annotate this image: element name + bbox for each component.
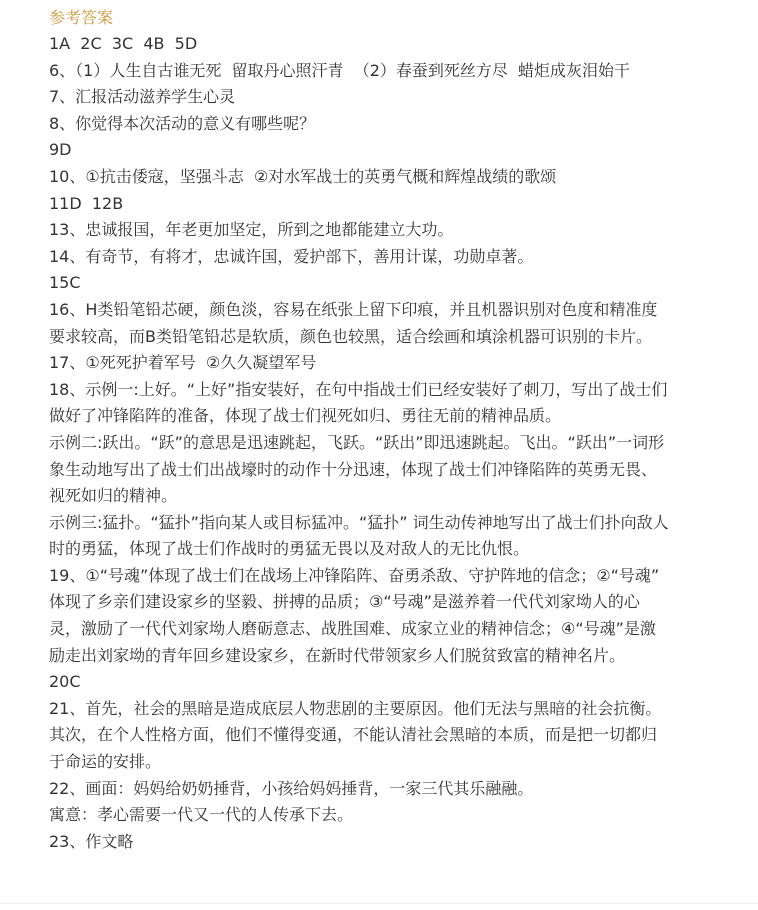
answer-document — [49, 5, 749, 855]
answer-line: 寓意：孝心需要一代又一代的人传承下去。 — [49, 805, 354, 825]
answer-line: 18、示例一:上好。“上好”指安装好，在句中指战士们已经安装好了刺刀，写出了战士们 — [49, 379, 668, 399]
answer-heading: 参考答案 — [49, 8, 114, 27]
answer-line: 1A 2C 3C 4B 5D — [49, 34, 198, 53]
answer-line: 示例三:猛扑。“猛扑”指向某人或目标猛冲。“猛扑” 词生动传神地写出了战士们扑向敌人 — [49, 512, 669, 532]
answer-line: 16、H类铅笔铅芯硬，颜色淡，容易在纸张上留下印痕，并且机器识别对色度和精准度 — [49, 299, 658, 319]
answer-line: 示例二:跃出。“跃”的意思是迅速跳起，飞跃。“跃出”即迅速跳起。飞出。“跃出”一词形 — [49, 432, 665, 452]
bottom-divider — [0, 903, 758, 904]
answer-line: 21、首先，社会的黑暗是造成底层人物悲剧的主要原因。他们无法与黑暗的社会抗衡。 — [49, 698, 662, 718]
answer-line: 11D 12B — [49, 193, 124, 213]
answer-line: 23、作文略 — [49, 831, 134, 851]
answer-line: 9D — [49, 140, 72, 160]
answer-line: 其次，在个人性格方面，他们不懂得变通，不能认清社会黑暗的本质，而是把一切都归 — [49, 725, 658, 745]
answer-line: 6、（1）人生自古谁无死 留取丹心照汗青 （2）春蚕到死丝方尽 蜡炬成灰泪始干 — [49, 60, 631, 80]
answer-line: 7、汇报活动滋养学生心灵 — [49, 87, 236, 107]
answer-line: 17、①死死护着军号 ②久久凝望军号 — [49, 353, 317, 373]
answer-line: 22、画面：妈妈给奶奶捶背，小孩给妈妈捶背，一家三代其乐融融。 — [49, 778, 534, 798]
answer-line: 象生动地写出了战士们出战壕时的动作十分迅速，体现了战士们冲锋陷阵的英勇无畏、 — [49, 459, 658, 479]
answer-line: 19、①“号魂”体现了战士们在战场上冲锋陷阵、奋勇杀敌、守护阵地的信念；②“号魂” — [49, 565, 660, 585]
answer-line: 要求较高，而B类铅笔铅芯是软质，颜色也较黑，适合绘画和填涂机器可识别的卡片。 — [49, 326, 652, 346]
answer-line: 13、忠诚报国，年老更加坚定，所到之地都能建立大功。 — [49, 220, 454, 240]
answer-line: 时的勇猛，体现了战士们作战时的勇猛无畏以及对敌人的无比仇恨。 — [49, 539, 530, 559]
answer-lines — [49, 31, 749, 855]
answer-line: 励走出刘家坳的青年回乡建设家乡，在新时代带领家乡人们脱贫致富的精神名片。 — [49, 645, 626, 665]
answer-line: 10、①抗击倭寇，坚强斗志 ②对水军战士的英勇气概和辉煌战绩的歌颂 — [49, 166, 557, 186]
answer-line: 8、你觉得本次活动的意义有哪些呢？ — [49, 113, 316, 133]
answer-line: 体现了乡亲们建设家乡的坚毅、拼搏的品质；③“号魂”是滋养着一代代刘家坳人的心 — [49, 592, 640, 612]
answer-line: 于命运的安排。 — [49, 752, 162, 772]
answer-line: 15C — [49, 273, 81, 293]
answer-line: 做好了冲锋陷阵的准备，体现了战士们视死如归、勇往无前的精神品质。 — [49, 406, 562, 426]
answer-line: 20C — [49, 672, 81, 692]
answer-line: 14、有奇节，有将才，忠诚许国，爱护部下，善用计谋，功勋卓著。 — [49, 246, 534, 266]
answer-line: 视死如归的精神。 — [49, 486, 178, 506]
answer-line: 灵，激励了一代代刘家坳人磨砺意志、战胜国难、成家立业的精神信念；④“号魂”是激 — [49, 619, 656, 639]
